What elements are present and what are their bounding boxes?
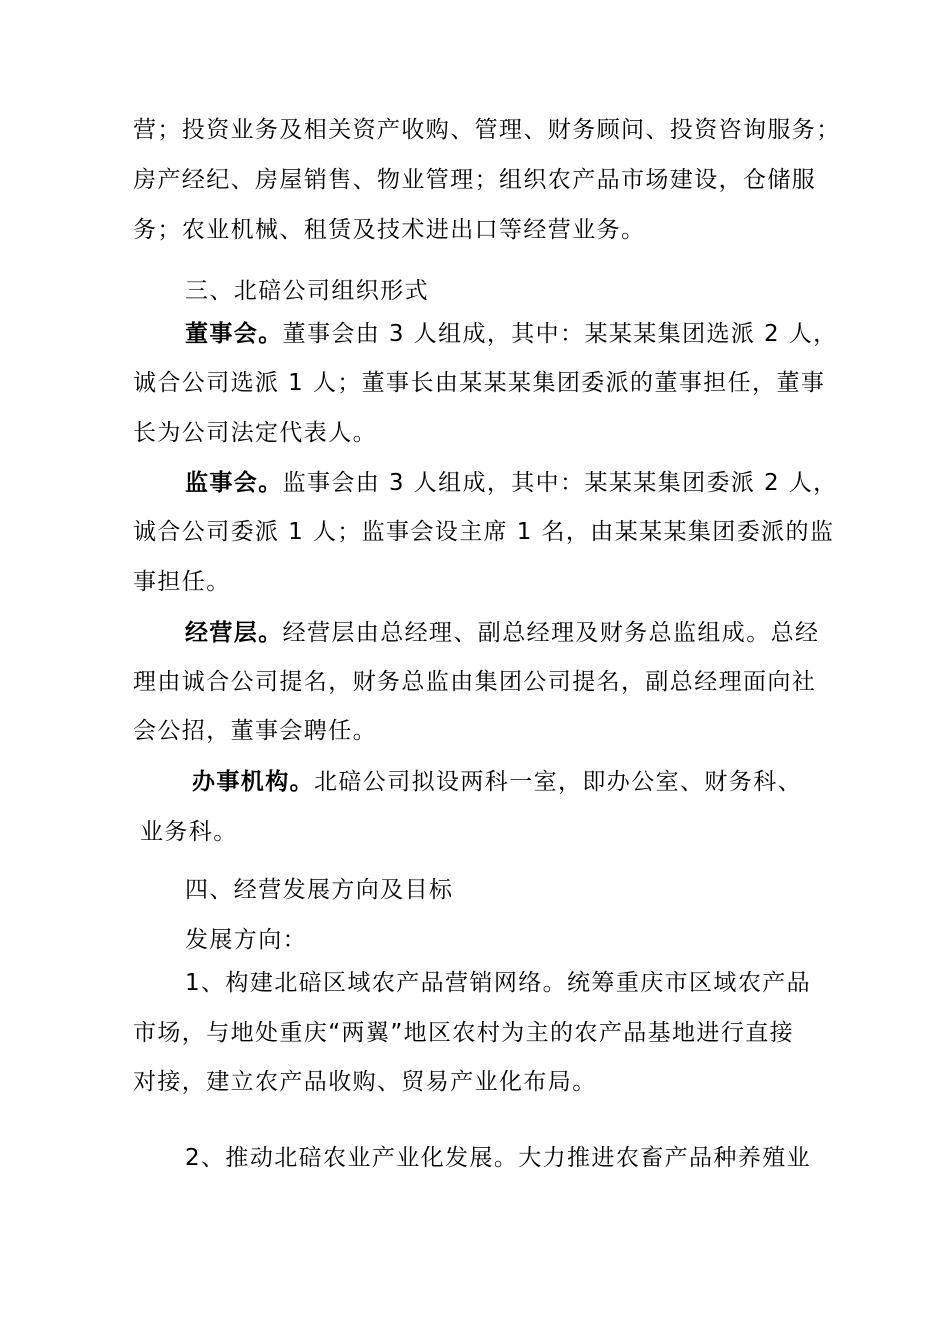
paragraph-line: 房产经纪、房屋销售、物业管理；组织农产品市场建设，仓储服 bbox=[133, 167, 817, 193]
paragraph-line: 诚合公司委派 1 人；监事会设主席 1 名，由某某某集团委派的监 bbox=[133, 519, 835, 545]
section-heading: 三、北碚公司组织形式 bbox=[185, 278, 429, 304]
paragraph-line: 务；农业机械、租赁及技术进出口等经营业务。 bbox=[133, 217, 646, 243]
board-title: 董事会。 bbox=[185, 321, 283, 347]
offices-text: 北碚公司拟设两科一室，即办公室、财务科、 bbox=[314, 769, 802, 795]
paragraph-line: 市场，与地处重庆“两翼”地区农村为主的农产品基地进行直接 bbox=[133, 1020, 795, 1046]
paragraph-line: 理由诚合公司提名，财务总监由集团公司提名，副总经理面向社 bbox=[133, 669, 817, 695]
paragraph-line: 长为公司法定代表人。 bbox=[133, 420, 377, 446]
management-paragraph-line bbox=[185, 618, 819, 648]
offices-paragraph-line bbox=[192, 767, 802, 797]
subheading: 发展方向： bbox=[185, 927, 307, 953]
paragraph-line: 会公招，董事会聘任。 bbox=[133, 718, 377, 744]
management-text: 经营层由总经理、副总经理及财务总监组成。总经 bbox=[282, 620, 820, 646]
supervisors-text: 监事会由 3 人组成，其中：某某某集团委派 2 人， bbox=[282, 470, 838, 496]
paragraph-line: 诚合公司选派 1 人；董事长由某某某集团委派的董事担任，董事 bbox=[133, 370, 826, 396]
supervisors-title: 监事会。 bbox=[185, 470, 283, 496]
paragraph-line: 营；投资业务及相关资产收购、管理、财务顾问、投资咨询服务； bbox=[133, 117, 841, 143]
board-text: 董事会由 3 人组成，其中：某某某集团选派 2 人， bbox=[282, 321, 838, 347]
supervisors-paragraph-line bbox=[185, 468, 838, 498]
board-paragraph-line bbox=[185, 319, 838, 349]
paragraph-line: 1、构建北碚区域农产品营销网络。统筹重庆市区域农产品 bbox=[185, 970, 812, 996]
paragraph-line: 2、推动北碚农业产业化发展。大力推进农畜产品种养殖业 bbox=[185, 1145, 812, 1171]
paragraph-line: 事担任。 bbox=[133, 569, 231, 595]
paragraph-line: 业务科。 bbox=[140, 819, 238, 845]
offices-title: 办事机构。 bbox=[192, 769, 314, 795]
management-title: 经营层。 bbox=[185, 620, 283, 646]
paragraph-line: 对接，建立农产品收购、贸易产业化布局。 bbox=[133, 1069, 597, 1095]
section-heading: 四、经营发展方向及目标 bbox=[185, 877, 454, 903]
